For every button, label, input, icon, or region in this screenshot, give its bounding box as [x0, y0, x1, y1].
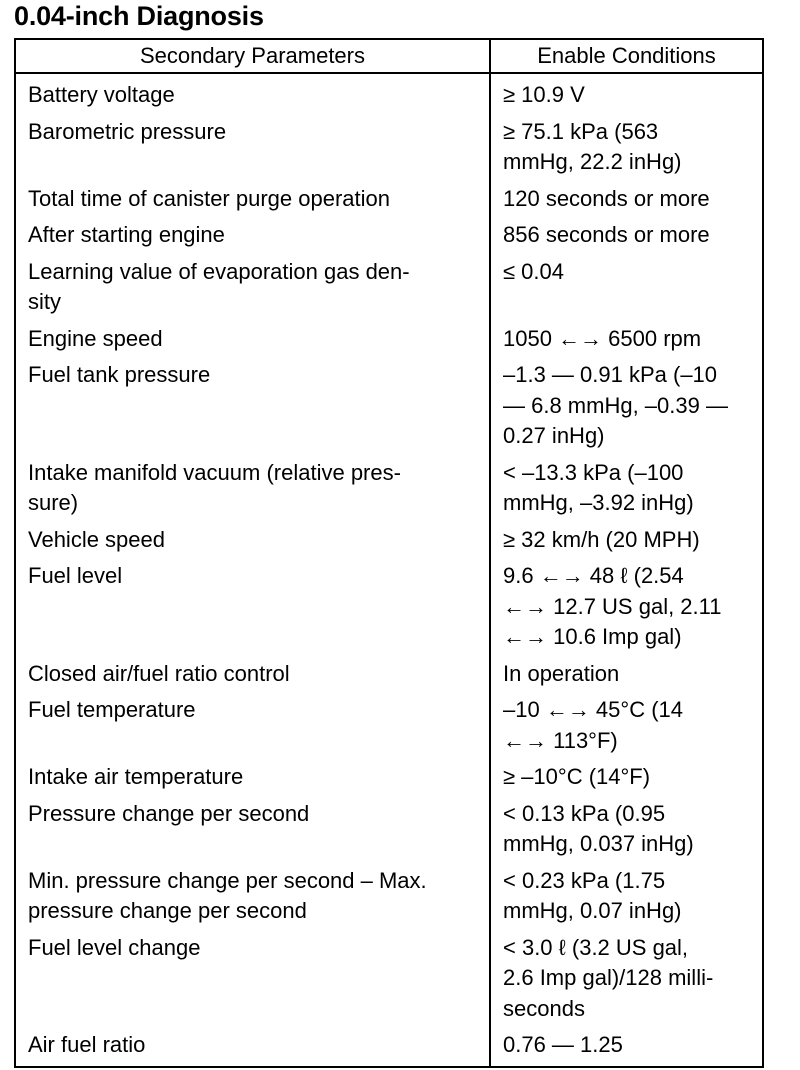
table-row: [15, 798, 763, 865]
table-row: [15, 359, 763, 457]
parameter-cell: Fuel level change: [15, 932, 490, 1030]
parameter-cell: Battery voltage: [15, 73, 490, 116]
condition-cell: In operation: [503, 660, 620, 686]
page-title: 0.04-inch Diagnosis: [14, 1, 264, 31]
table-row: [15, 116, 763, 183]
table-row: [15, 256, 763, 323]
table-row: [15, 323, 763, 360]
parameter-cell: After starting engine: [15, 219, 490, 256]
parameter-cell: Engine speed: [15, 323, 490, 360]
table-row: [15, 694, 763, 761]
parameter-cell: Barometric pressure: [15, 116, 490, 183]
condition-cell: ≥ 75.1 kPa (563 mmHg, 22.2 inHg): [503, 118, 682, 174]
condition-cell: < 0.13 kPa (0.95 mmHg, 0.037 inHg): [503, 800, 694, 856]
parameter-cell: Vehicle speed: [15, 524, 490, 561]
parameter-cell: Intake air temperature: [15, 761, 490, 798]
condition-cell: < –13.3 kPa (–100 mmHg, –3.92 inHg): [503, 459, 694, 515]
table-row: [15, 524, 763, 561]
table-body: [15, 73, 763, 1067]
parameter-cell: Fuel level: [15, 560, 490, 658]
parameter-cell: Fuel tank pressure: [15, 359, 490, 457]
table-row: [15, 658, 763, 695]
parameter-cell: Intake manifold vacuum (relative pres- sure): [15, 457, 490, 524]
header-row: [15, 39, 763, 73]
table-row: [15, 865, 763, 932]
condition-cell: –1.3 — 0.91 kPa (–10 — 6.8 mmHg, –0.39 — 0.27 inHg): [503, 362, 728, 448]
condition-cell: 0.76 — 1.25: [503, 1032, 623, 1057]
table-row: [15, 761, 763, 798]
condition-cell: 120 seconds or more: [503, 185, 710, 211]
header-enable-conditions: Enable Conditions: [490, 39, 763, 73]
condition-cell: 856 seconds or more: [503, 222, 710, 247]
table-row: [15, 932, 763, 1030]
parameter-cell: Fuel temperature: [15, 694, 490, 761]
table-row: [15, 183, 763, 220]
table-row: [15, 1029, 763, 1067]
parameter-cell: Total time of canister purge operation: [15, 183, 490, 220]
table-header: [15, 39, 763, 73]
parameter-cell: Closed air/fuel ratio control: [15, 658, 490, 695]
condition-cell: < 0.23 kPa (1.75 mmHg, 0.07 inHg): [503, 867, 682, 923]
condition-cell: ≥ 32 km/h (20 MPH): [503, 526, 700, 552]
condition-cell: < 3.0 ℓ (3.2 US gal, 2.6 Imp gal)/128 milli- seconds: [503, 934, 714, 1021]
header-secondary-parameters: Secondary Parameters: [15, 39, 490, 73]
parameter-cell: Pressure change per second: [15, 798, 490, 865]
parameter-cell: Learning value of evaporation gas den- sity: [15, 256, 490, 323]
table-row: [15, 457, 763, 524]
condition-cell: ≤ 0.04: [503, 258, 565, 284]
parameter-cell: Air fuel ratio: [15, 1029, 490, 1067]
table-row: [15, 560, 763, 658]
table-row: [15, 219, 763, 256]
condition-cell: ≥ –10°C (14°F): [503, 764, 651, 789]
condition-cell: 9.6 ←→ 48 ℓ (2.54 ←→ 12.7 US gal, 2.11 ←→ 10.6 Imp gal): [503, 563, 722, 649]
parameters-table: [14, 38, 764, 1068]
condition-cell: 1050 ←→ 6500 rpm: [503, 325, 702, 351]
condition-cell: –10 ←→ 45°C (14 ←→ 113°F): [503, 697, 683, 753]
parameter-cell: Min. pressure change per second – Max. pressure change per second: [15, 865, 490, 932]
condition-cell: ≥ 10.9 V: [503, 82, 585, 107]
table-row: [15, 73, 763, 116]
